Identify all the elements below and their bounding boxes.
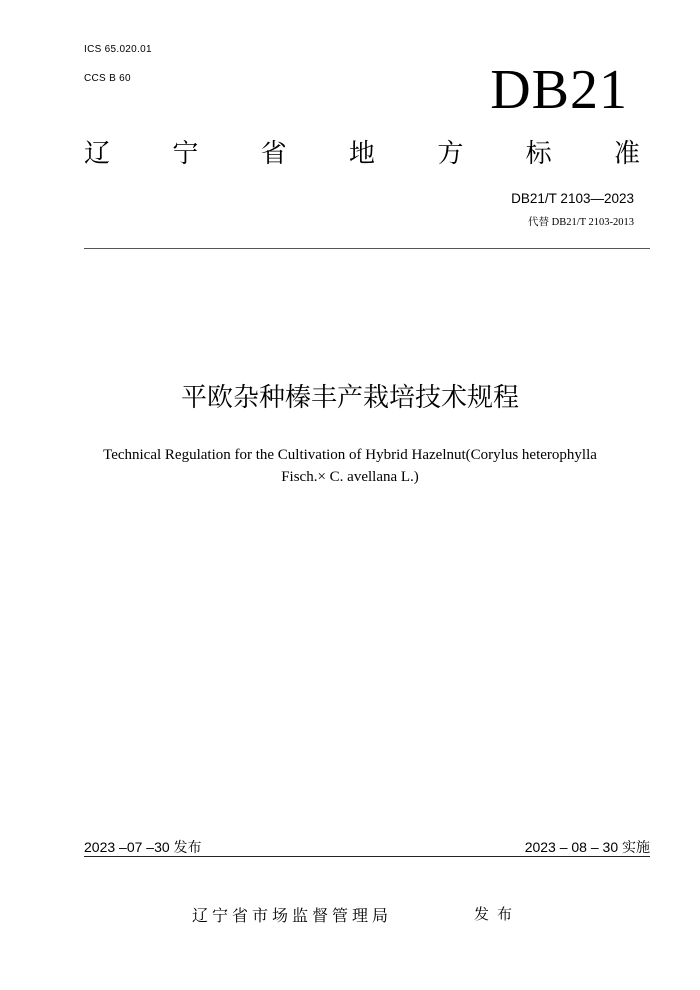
replaces-note: 代替 DB21/T 2103-2013 (528, 217, 634, 228)
publish-label: 发布 (474, 905, 521, 923)
standard-type-char: 省 (260, 139, 287, 169)
standard-type-char: 地 (348, 139, 375, 169)
standard-type-char: 辽 (84, 139, 111, 169)
issue-date: 2023 –07 –30 发布 (84, 839, 202, 855)
standard-type-char: 标 (525, 139, 552, 169)
title-english-line2: Fisch.× C. avellana L.) (281, 469, 419, 485)
standard-type-heading (84, 136, 640, 172)
standard-type-char: 方 (437, 139, 464, 169)
standard-number: DB21/T 2103—2023 (511, 191, 634, 206)
ics-code: ICS 65.020.01 (84, 44, 152, 55)
standard-type-char: 宁 (172, 139, 199, 169)
title-english-line1: Technical Regulation for the Cultivation of Hybrid Hazelnut(Corylus heterophylla (103, 447, 597, 463)
implementation-date: 2023 – 08 – 30 实施 (524, 839, 650, 855)
db-logo: DB21 (490, 59, 628, 121)
issuing-authority: 辽宁省市场监督管理局 (192, 906, 393, 925)
title-english (70, 444, 630, 488)
ccs-code: CCS B 60 (84, 73, 131, 84)
title-chinese: 平欧杂种榛丰产栽培技术规程 (180, 383, 519, 413)
standard-type-char: 准 (613, 139, 640, 169)
bottom-divider (84, 856, 650, 857)
top-divider (84, 248, 650, 249)
